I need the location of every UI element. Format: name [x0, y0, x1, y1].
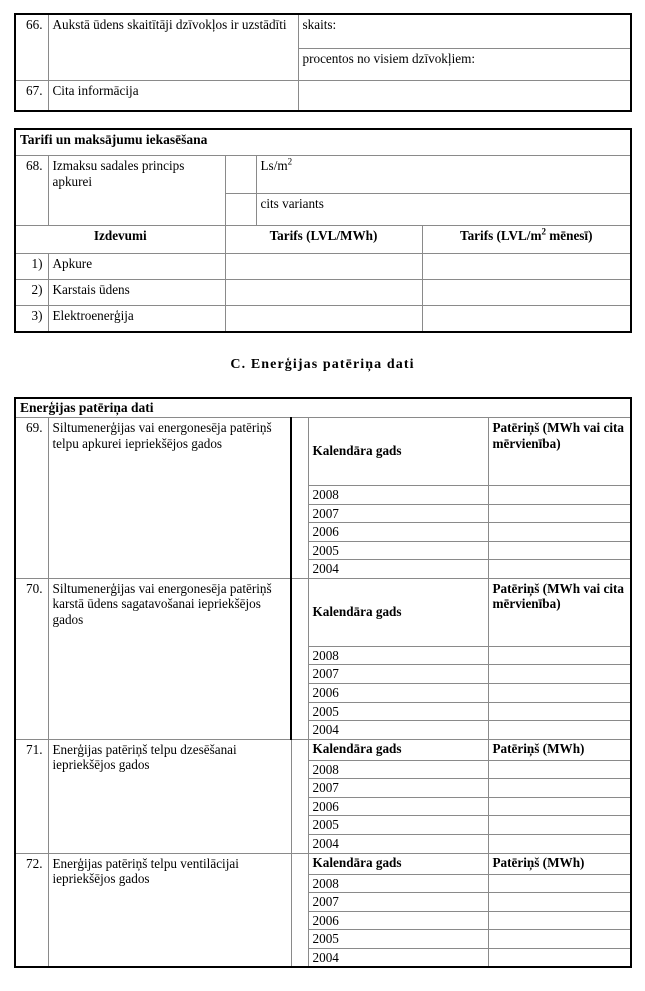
cell-tariff-mwh[interactable]	[225, 280, 422, 306]
cell-year: 2005	[308, 816, 488, 835]
header-tariff-m2-suffix: mēnesī)	[545, 228, 593, 243]
row-label: Izmaksu sadales princips apkurei	[48, 156, 225, 226]
cell-consumption[interactable]	[488, 485, 631, 504]
option-label-superscript: 2	[287, 156, 293, 167]
row-number: 72.	[15, 853, 48, 967]
spacer	[0, 112, 645, 128]
row-label: Siltumenerģijas vai energonesēja patēriņš telpu apkurei iepriekšējos gados	[48, 417, 291, 578]
table-row	[15, 280, 631, 306]
header-calendar-year: Kalendāra gads	[308, 739, 488, 760]
table-row	[15, 417, 631, 485]
tariffs-title: Tarifi un maksājumu iekasēšana	[15, 129, 631, 156]
row-number: 68.	[15, 156, 48, 226]
table-row	[15, 254, 631, 280]
spacer-column	[291, 417, 308, 578]
field-other-info[interactable]	[298, 81, 631, 112]
table-row	[15, 578, 631, 646]
row-label: Enerģijas patēriņš telpu dzesēšanai iepriekšējos gados	[48, 739, 291, 853]
header-tariff-mwh: Tarifs (LVL/MWh)	[225, 226, 422, 254]
row-number: 66.	[15, 14, 48, 81]
table-row	[15, 306, 631, 333]
header-calendar-year: Kalendāra gads	[308, 417, 488, 485]
row-number: 69.	[15, 417, 48, 578]
cell-year: 2007	[308, 893, 488, 912]
cell-tariff-m2[interactable]	[422, 254, 631, 280]
cell-year: 2006	[308, 911, 488, 930]
option-other-variant: cits variants	[256, 194, 631, 226]
cell-year: 2004	[308, 721, 488, 740]
spacer-column	[291, 578, 308, 739]
table-row	[15, 81, 631, 112]
cell-consumption[interactable]	[488, 702, 631, 721]
tariffs-title-row	[15, 129, 631, 156]
cell-consumption[interactable]	[488, 541, 631, 560]
header-consumption: Patēriņš (MWh)	[488, 853, 631, 874]
row-label: Siltumenerģijas vai energonesēja patēriņš karstā ūdens sagatavošanai iepriekšējos gados	[48, 578, 291, 739]
cell-year: 2005	[308, 541, 488, 560]
header-tariff-m2-superscript: 2	[541, 226, 546, 237]
cell-year: 2004	[308, 835, 488, 854]
cell-year: 2004	[308, 560, 488, 579]
table-row	[15, 156, 631, 194]
table-row	[15, 14, 631, 49]
cell-consumption[interactable]	[488, 665, 631, 684]
cell-year: 2007	[308, 504, 488, 523]
header-consumption: Patēriņš (MWh vai cita mērvienība)	[488, 417, 631, 485]
cell-year: 2006	[308, 523, 488, 542]
option-ls-per-m2	[256, 156, 631, 194]
cell-year: 2004	[308, 948, 488, 967]
field-count[interactable]: skaits:	[298, 14, 631, 49]
cell-tariff-mwh[interactable]	[225, 254, 422, 280]
cell-consumption[interactable]	[488, 835, 631, 854]
cell-year: 2008	[308, 760, 488, 779]
cell-year: 2006	[308, 797, 488, 816]
cell-tariff-m2[interactable]	[422, 280, 631, 306]
row-number: 71.	[15, 739, 48, 853]
header-expenses: Izdevumi	[15, 226, 225, 254]
row-label: Aukstā ūdens skaitītāji dzīvokļos ir uzstādīti	[48, 14, 298, 81]
table-tariffs	[14, 128, 632, 333]
cell-year: 2008	[308, 646, 488, 665]
cell-year: 2007	[308, 779, 488, 798]
field-percent[interactable]: procentos no visiem dzīvokļiem:	[298, 49, 631, 81]
cell-tariff-mwh[interactable]	[225, 306, 422, 333]
row-number: 67.	[15, 81, 48, 112]
cell-consumption[interactable]	[488, 779, 631, 798]
cell-year: 2007	[308, 665, 488, 684]
header-calendar-year: Kalendāra gads	[308, 578, 488, 646]
row-label: Elektroenerģija	[48, 306, 225, 333]
row-label: Apkure	[48, 254, 225, 280]
cell-consumption[interactable]	[488, 560, 631, 579]
cell-tariff-m2[interactable]	[422, 306, 631, 333]
cell-year: 2008	[308, 485, 488, 504]
spacer-column	[291, 739, 308, 853]
cell-consumption[interactable]	[488, 911, 631, 930]
tariffs-header-row	[15, 226, 631, 254]
cell-consumption[interactable]	[488, 874, 631, 893]
cell-consumption[interactable]	[488, 760, 631, 779]
energy-title-row	[15, 398, 631, 417]
row-number: 3)	[15, 306, 48, 333]
cell-consumption[interactable]	[488, 797, 631, 816]
cell-consumption[interactable]	[488, 523, 631, 542]
header-consumption: Patēriņš (MWh vai cita mērvienība)	[488, 578, 631, 646]
cell-consumption[interactable]	[488, 948, 631, 967]
row-label: Cita informācija	[48, 81, 298, 112]
header-tariff-m2	[422, 226, 631, 254]
cell-year: 2005	[308, 930, 488, 949]
table-water-meters	[14, 13, 632, 112]
cell-year: 2005	[308, 702, 488, 721]
table-energy-consumption	[14, 397, 632, 968]
cell-consumption[interactable]	[488, 721, 631, 740]
cell-year: 2006	[308, 683, 488, 702]
header-tariff-m2-prefix: Tarifs (LVL/m	[460, 228, 542, 243]
header-consumption: Patēriņš (MWh)	[488, 739, 631, 760]
cell-consumption[interactable]	[488, 646, 631, 665]
checkbox-ls-per-m2[interactable]	[225, 156, 256, 194]
option-label: Ls/m	[260, 158, 288, 173]
table-row	[15, 739, 631, 760]
row-number: 70.	[15, 578, 48, 739]
page-title: C. Enerģijas patēriņa dati	[230, 357, 415, 372]
cell-consumption[interactable]	[488, 504, 631, 523]
checkbox-other-variant[interactable]	[225, 194, 256, 226]
cell-consumption[interactable]	[488, 816, 631, 835]
table-row	[15, 853, 631, 874]
header-calendar-year: Kalendāra gads	[308, 853, 488, 874]
row-label: Karstais ūdens	[48, 280, 225, 306]
row-label: Enerģijas patēriņš telpu ventilācijai iepriekšējos gados	[48, 853, 291, 967]
row-number: 1)	[15, 254, 48, 280]
spacer-column	[291, 853, 308, 967]
cell-consumption[interactable]	[488, 683, 631, 702]
cell-consumption[interactable]	[488, 930, 631, 949]
energy-title: Enerģijas patēriņa dati	[15, 398, 631, 417]
cell-year: 2008	[308, 874, 488, 893]
row-number: 2)	[15, 280, 48, 306]
cell-consumption[interactable]	[488, 893, 631, 912]
